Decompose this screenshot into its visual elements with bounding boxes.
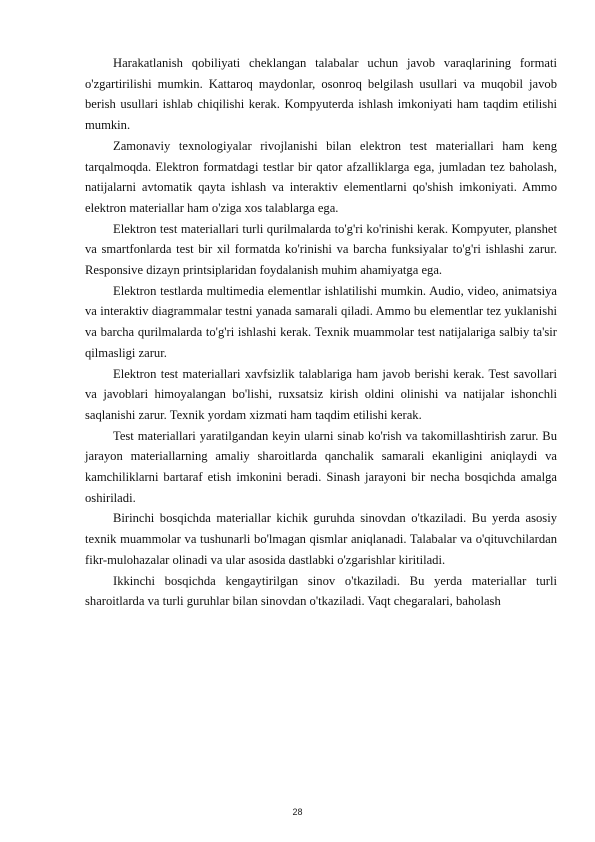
body-text [85,53,557,612]
paragraph: Ikkinchi bosqichda kengaytirilgan sinov o'tkaziladi. Bu yerda materiallar turli sharoitlarda va turli guruhlar bilan sinovdan o'tkaziladi. Vaqt chegaralari, baholash [85,573,557,609]
paragraph: Elektron testlarda multimedia elementlar ishlatilishi mumkin. Audio, video, animatsiya va interaktiv diagrammalar testni yanada samarali qiladi. Ammo bu elementlar tez yuklanishi va barcha qurilmalarda to'g'ri ishlashi kerak. Texnik muammolar test natijalariga salbiy ta'sir qilmasligi zarur. [85,283,557,360]
paragraph: Test materiallari yaratilgandan keyin ularni sinab ko'rish va takomillashtirish zarur. Bu jarayon materiallarning amaliy sharoitlarda qanchalik samarali ekanligini aniqlaydi va kamchiliklarni bartaraf etish imkonini beradi. Sinash jarayoni bir necha bosqichda amalga oshiriladi. [85,428,557,505]
page-number: 28 [292,807,303,817]
paragraph: Elektron test materiallari turli qurilmalarda to'g'ri ko'rinishi kerak. Kompyuter, planshet va smartfonlarda test bir xil formatda ko'rinishi va barcha funksiyalar to'g'ri ishlashi zarur. Responsive dizayn printsiplaridan foydalanish muhim ahamiyatga ega. [85,221,557,278]
paragraph: Zamonaviy texnologiyalar rivojlanishi bilan elektron test materiallari ham keng tarqalmoqda. Elektron formatdagi testlar bir qator afzalliklarga ega, jumladan tez baholash, natijalarni avtomatik qayta ishlash va interaktiv elementlarni qo'shish imkoniyati. Ammo elektron materiallar ham o'ziga xos talablarga ega. [85,138,557,215]
paragraph: Birinchi bosqichda materiallar kichik guruhda sinovdan o'tkaziladi. Bu yerda asosiy texnik muammolar va tushunarli bo'lmagan qismlar aniqlanadi. Talabalar va o'qituvchilardan fikr-mulohazalar olinadi va ular asosida dastlabki o'zgarishlar kiritiladi. [85,511,557,567]
paragraph: Elektron test materiallari xavfsizlik talablariga ham javob berishi kerak. Test savollari va javoblari himoyalangan bo'lishi, ruxsatsiz kirish oldini olinishi va natijalar ishonchli saqlanishi zarur. Texnik yordam xizmati ham taqdim etilishi kerak. [85,366,557,422]
paragraph: Harakatlanish qobiliyati cheklangan talabalar uchun javob varaqlarining formati o'zgartirilishi mumkin. Kattaroq maydonlar, osonroq belgilash usullari va muqobil javob berish usullari ishlab chiqilishi kerak. Kompyuterda ishlash imkoniyati ham taqdim etilishi mumkin. [85,56,557,133]
